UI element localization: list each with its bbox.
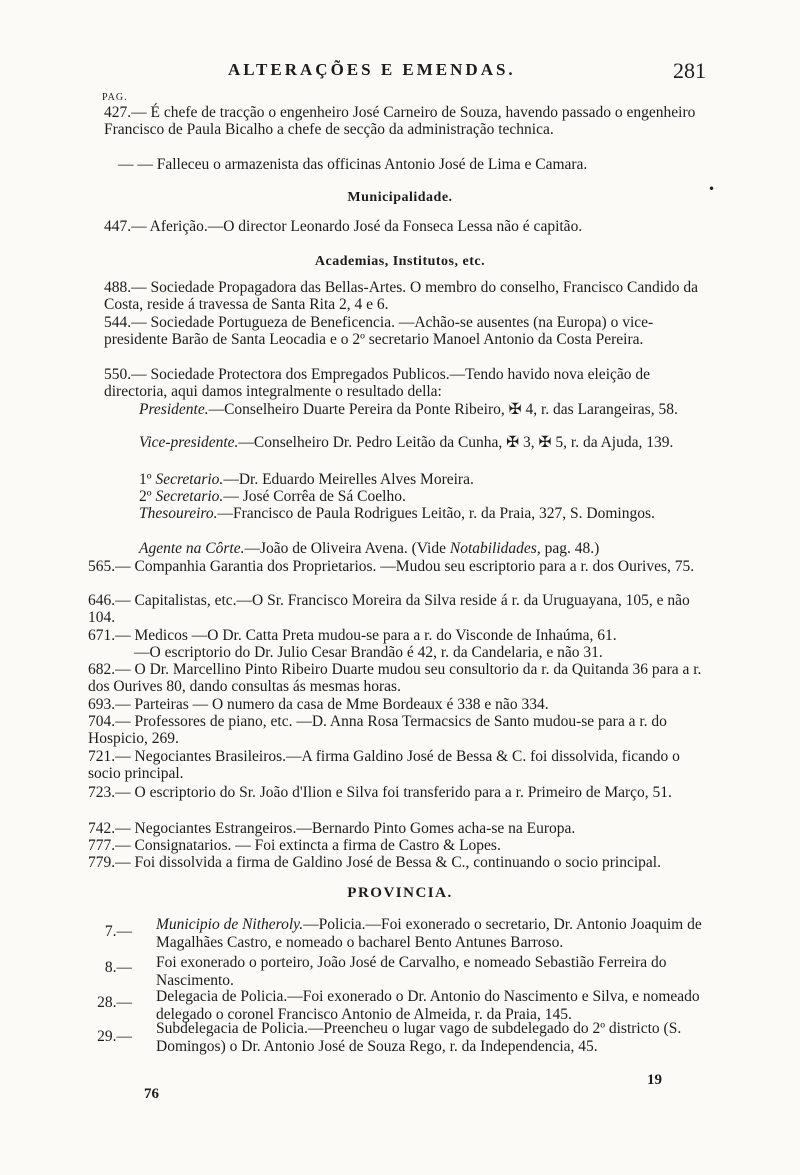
prov-entry-7 [156,916,738,952]
section-municipalidade: Municipalidade. [347,190,453,205]
cross-reference: Notabilidades [449,540,537,557]
header-title: ALTERAÇÕES E EMENDAS. [228,60,516,79]
entry-number: 447.— [104,218,147,235]
section-academias: Academias, Institutos, etc. [314,254,486,269]
entry-text: Falleceu o armazenista das officinas Antonio José de Lima e Camara. [156,156,588,173]
entry-text: Negociantes Brasileiros.—A firma Galdino José de Bessa & C. foi dissolvida, ficando o socio principal. [88,748,680,782]
entry-565 [88,558,716,575]
prov-number: 28.— [97,994,132,1011]
entry-text: Foi exonerado o porteiro, João José de Carvalho, e nomeado Sebastião Ferreira do Nascimento. [156,954,667,989]
entry-447 [104,218,716,235]
entry-number: — — [118,156,153,173]
role-label: Vice-presidente. [139,434,239,451]
entry-number: 550.— [104,366,147,383]
entry-number: 779.— [88,854,131,871]
prov-entry-8 [156,954,738,990]
entry-646 [88,592,716,626]
entry-number: 427.— [104,104,147,121]
entry-550-vice [139,434,716,451]
entry-number: 704.— [88,713,131,730]
entry-550-sec2 [139,488,716,505]
entry-488 [104,279,716,313]
role-label: Secretario. [155,471,224,488]
role-label: Secretario. [155,488,224,505]
entry-544 [104,314,716,348]
running-header [0,58,800,88]
entry-text: Capitalistas, etc.—O Sr. Francisco Moreira da Silva reside á r. da Uruguayana, 105, e não 104. [88,592,690,626]
entry-text: Sociedade Protectora dos Empregados Publicos.—Tendo havido nova eleição de directoria, aqui damos integralmente o resultado della: [104,366,651,400]
role-text: —João de Oliveira Avena. (Vide [244,540,450,557]
entry-693 [88,696,716,713]
entry-number: 723.— [88,784,131,801]
entry-427 [104,104,716,138]
entry-779 [88,854,716,871]
role-label: Thesoureiro. [139,505,218,522]
entry-text: O Dr. Marcellino Pinto Ribeiro Duarte mudou seu consultorio da r. da Quitanda 36 para a r. dos Ourives 80, dando consultas ás mesmas horas. [88,661,702,695]
role-text-tail: , pag. 48.) [536,540,600,557]
entry-550-thesoureiro [139,505,716,522]
entry-number: 671.— [88,627,131,644]
entry-550-presidente [139,401,716,418]
entry-number: 646.— [88,592,131,609]
entry-682 [88,661,716,695]
entry-550 [104,366,716,400]
footer-signature-right: 19 [647,1072,662,1088]
entry-text: Companhia Garantia dos Proprietarios. —Mudou seu escriptorio para a r. dos Ourives, 75. [134,558,695,575]
role-label: Presidente. [139,401,209,418]
role-label: Agente na Côrte. [139,540,245,557]
entry-text: Delegacia de Policia.—Foi exonerado o Dr. Antonio do Nascimento e Silva, e nomeado delegado o coronel Francisco Antonio de Almeida, r. da Praia, 145. [156,988,700,1023]
stray-mark: • [708,182,716,196]
section-provincia: PROVINCIA. [347,885,453,901]
entry-text: —Policia.—Foi exonerado o secretario, Dr. Antonio Joaquim de Magalhães Castro, e nomeado o bacharel Bento Antunes Barroso. [156,916,702,951]
prov-entry-29 [156,1020,738,1055]
entry-number: 544.— [104,314,147,331]
entry-704 [88,713,716,747]
entry-number: 777.— [88,837,131,854]
entry-723 [88,784,716,801]
role-text: —Dr. Eduardo Meirelles Alves Moreira. [223,471,474,488]
entry-550-sec1 [139,471,716,488]
entry-777 [88,837,716,854]
page-number: 281 [673,58,706,83]
entry-text: Negociantes Estrangeiros.—Bernardo Pinto Gomes acha-se na Europa. [134,820,576,837]
entry-text: O escriptorio do Sr. João d'Ilion e Silva foi transferido para a r. Primeiro de Março, 51. [134,784,672,801]
entry-671 [88,627,716,644]
entry-text: Sociedade Propagadora das Bellas-Artes. O membro do conselho, Francisco Candido da Costa, reside á travessa de Santa Rita 2, 4 e 6. [104,279,699,313]
entry-text: Medicos —O Dr. Catta Preta mudou-se para a r. do Visconde de Inhaúma, 61. [134,627,617,644]
role-text: —Conselheiro Dr. Pedro Leitão da Cunha, ✠ 3, ✠ 5, r. da Ajuda, 139. [238,434,674,451]
entry-text: É chefe de tracção o engenheiro José Carneiro de Souza, havendo passado o engenheiro Francisco de Paula Bicalho a chefe de secção da administração technica. [104,104,696,138]
entry-text: Foi dissolvida a firma de Galdino José de Bessa & C., continuando o socio principal. [134,854,661,871]
role-ordinal: 2º [139,488,152,505]
entry-number: 565.— [88,558,131,575]
entry-text: Consignatarios. — Foi extincta a firma de Castro & Lopes. [134,837,501,854]
prov-number: 8.— [104,959,132,976]
entry-italic: Municipio de Nitheroly. [156,916,304,933]
entry-number: 488.— [104,279,147,296]
prov-entry-28 [156,988,738,1024]
footer-signature-left: 76 [144,1086,159,1102]
prov-number: 29.— [97,1028,132,1045]
role-text: —Francisco de Paula Rodrigues Leitão, r. da Praia, 327, S. Domingos. [217,505,655,522]
pag-label: PAG. [102,92,128,103]
role-ordinal: 1º [139,471,152,488]
entry-number: 721.— [88,748,131,765]
entry-text: Sociedade Portugueza de Beneficencia. —Achão-se ausentes (na Europa) o vice-presidente Barão de Santa Leocadia e o 2º secretario Manoel Antonio da Costa Pereira. [104,314,654,348]
entry-number: 742.— [88,820,131,837]
entry-text: Professores de piano, etc. —D. Anna Rosa Termacsics de Santo mudou-se para a r. do Hospicio, 269. [88,713,667,747]
prov-number: 7.— [104,923,132,940]
entry-742 [88,820,716,837]
entry-falleceu [118,156,716,173]
entry-number: 682.— [88,661,131,678]
entry-text: —O escriptorio do Dr. Julio Cesar Brandão é 42, r. da Candelaria, e não 31. [134,644,603,661]
role-text: —Conselheiro Duarte Pereira da Ponte Ribeiro, ✠ 4, r. das Larangeiras, 58. [208,401,678,418]
role-text: — José Corrêa de Sá Coelho. [223,488,406,505]
entry-number: 693.— [88,696,131,713]
entry-550-agente [139,540,716,557]
entry-text: Aferição.—O director Leonardo José da Fonseca Lessa não é capitão. [149,218,583,235]
entry-721 [88,748,716,782]
entry-671-b [134,644,716,661]
entry-text: Parteiras — O numero da casa de Mme Bordeaux é 338 e não 334. [134,696,549,713]
entry-text: Subdelegacia de Policia.—Preencheu o lugar vago de subdelegado do 2º districto (S. Domingos) o Dr. Antonio José de Souza Rego, r. da Independencia, 45. [156,1020,682,1055]
